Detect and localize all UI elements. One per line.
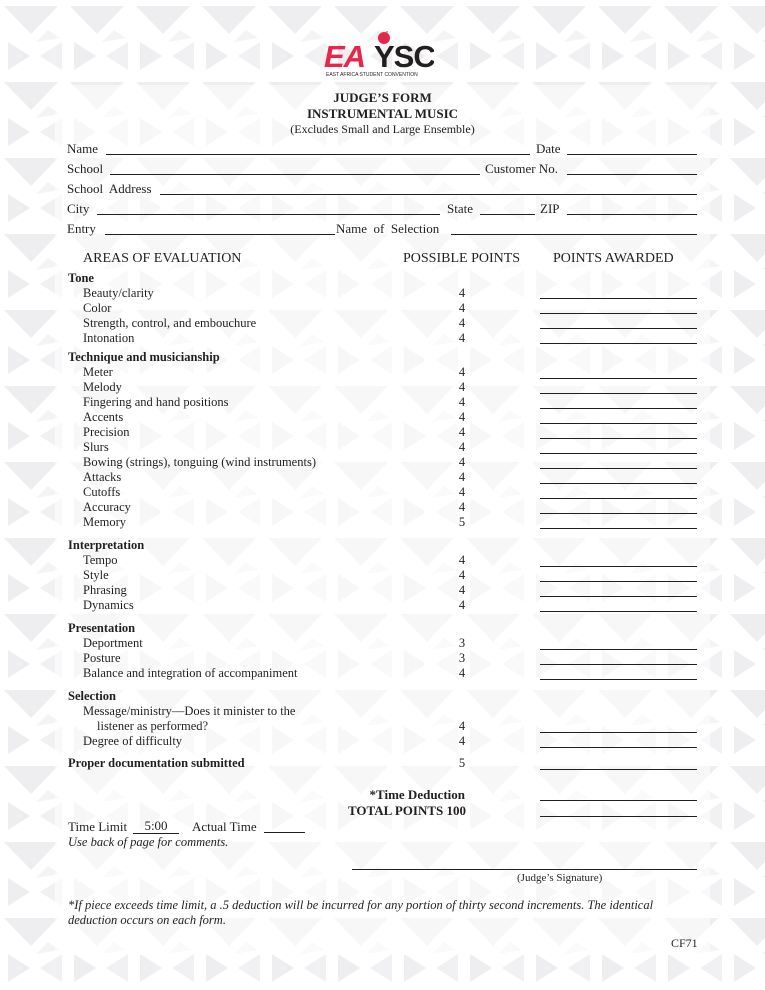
item-points: 4 bbox=[458, 568, 466, 582]
item-points: 4 bbox=[458, 410, 466, 424]
awarded-field[interactable] bbox=[540, 747, 697, 748]
awarded-field[interactable] bbox=[540, 483, 697, 484]
item-points: 4 bbox=[458, 485, 466, 499]
item-label: Style bbox=[83, 568, 109, 582]
item-label: Degree of difficulty bbox=[83, 734, 183, 748]
item-points: 5 bbox=[458, 515, 466, 529]
svg-text:EA: EA bbox=[324, 39, 366, 74]
time-deduction-field[interactable] bbox=[540, 800, 697, 801]
awarded-field[interactable] bbox=[540, 732, 697, 733]
item-label: Meter bbox=[83, 365, 113, 379]
item-points: 4 bbox=[458, 365, 466, 379]
name-field[interactable] bbox=[106, 154, 530, 155]
comments-note: Use back of page for comments. bbox=[68, 835, 229, 849]
awarded-field[interactable] bbox=[540, 453, 697, 454]
name-of-selection-label: Name of Selection bbox=[336, 221, 440, 236]
section-selection: Selection bbox=[68, 689, 116, 703]
item-label: Attacks bbox=[83, 470, 122, 484]
item-label: Tempo bbox=[83, 553, 118, 567]
awarded-field[interactable] bbox=[540, 528, 697, 529]
item-points: 4 bbox=[458, 425, 466, 439]
item-points: 4 bbox=[458, 301, 466, 315]
item-label: Slurs bbox=[83, 440, 109, 454]
section-tone: Tone bbox=[68, 271, 94, 285]
item-points: 4 bbox=[458, 553, 466, 567]
awarded-field[interactable] bbox=[540, 566, 697, 567]
possible-points-header: POSSIBLE POINTS bbox=[403, 251, 521, 266]
awarded-field[interactable] bbox=[540, 679, 697, 680]
item-label: Fingering and hand positions bbox=[83, 395, 229, 409]
total-points-label: TOTAL POINTS 100 bbox=[348, 803, 466, 818]
zip-field[interactable] bbox=[567, 214, 697, 215]
awarded-field[interactable] bbox=[540, 611, 697, 612]
item-label: Dynamics bbox=[83, 598, 134, 612]
awarded-field[interactable] bbox=[540, 664, 697, 665]
item-points: 4 bbox=[458, 500, 466, 514]
item-points: 4 bbox=[458, 316, 466, 330]
item-label: Bowing (strings), tonguing (wind instruments) bbox=[83, 455, 316, 469]
section-interpretation: Interpretation bbox=[68, 538, 145, 552]
item-label: Cutoffs bbox=[83, 485, 121, 499]
svg-text:YSC: YSC bbox=[374, 39, 434, 74]
time-limit-label: Time Limit bbox=[68, 819, 128, 834]
awarded-field[interactable] bbox=[540, 408, 697, 409]
item-label-continued: listener as performed? bbox=[97, 719, 209, 733]
svg-text:EAST AFRICA STUDENT CONVENTION: EAST AFRICA STUDENT CONVENTION bbox=[326, 72, 418, 78]
time-limit-value: 5:00 bbox=[133, 819, 179, 834]
item-label: Color bbox=[83, 301, 112, 315]
entry-label: Entry bbox=[67, 221, 96, 236]
item-points: 4 bbox=[458, 455, 466, 469]
item-label: Precision bbox=[83, 425, 130, 439]
awarded-field[interactable] bbox=[540, 649, 697, 650]
form-code: CF71 bbox=[671, 936, 698, 950]
logo-graphic bbox=[322, 30, 434, 78]
date-field[interactable] bbox=[567, 154, 697, 155]
svg-text:*: * bbox=[386, 31, 388, 37]
form-subtitle: INSTRUMENTAL MUSIC bbox=[306, 106, 459, 121]
awarded-field[interactable] bbox=[540, 393, 697, 394]
item-points: 4 bbox=[458, 583, 466, 597]
date-label: Date bbox=[536, 141, 561, 156]
form-title: JUDGE’S FORM bbox=[333, 90, 432, 105]
item-points: 4 bbox=[458, 470, 466, 484]
actual-time-field[interactable] bbox=[264, 832, 305, 833]
school-address-label: School Address bbox=[67, 181, 152, 196]
awarded-field[interactable] bbox=[540, 298, 697, 299]
item-label: Posture bbox=[83, 651, 121, 665]
time-limit-footnote: *If piece exceeds time limit, a .5 deduction will be incurred for any portion of thirty second increments. The identical deduction occurs on each form. bbox=[68, 898, 654, 927]
item-label: Intonation bbox=[83, 331, 135, 345]
customer-no-field[interactable] bbox=[567, 174, 697, 175]
item-points: 3 bbox=[458, 651, 466, 665]
eaysc-logo bbox=[322, 30, 434, 78]
awarded-field[interactable] bbox=[540, 581, 697, 582]
documentation-awarded-field[interactable] bbox=[540, 769, 697, 770]
points-awarded-header: POINTS AWARDED bbox=[553, 251, 674, 266]
documentation-points: 5 bbox=[458, 756, 466, 770]
form-note: (Excludes Small and Large Ensemble) bbox=[290, 122, 475, 136]
state-field[interactable] bbox=[480, 214, 535, 215]
awarded-field[interactable] bbox=[540, 313, 697, 314]
item-points: 4 bbox=[458, 380, 466, 394]
item-label: Balance and integration of accompaniment bbox=[83, 666, 298, 680]
item-points: 3 bbox=[458, 636, 466, 650]
awarded-field[interactable] bbox=[540, 468, 697, 469]
item-points: 4 bbox=[458, 598, 466, 612]
awarded-field[interactable] bbox=[540, 438, 697, 439]
judge-signature-field[interactable] bbox=[352, 869, 697, 870]
awarded-field[interactable] bbox=[540, 498, 697, 499]
actual-time-label: Actual Time bbox=[192, 819, 257, 834]
city-field[interactable] bbox=[97, 214, 440, 215]
item-label: Melody bbox=[83, 380, 122, 394]
item-points: 4 bbox=[458, 719, 466, 733]
item-points: 4 bbox=[458, 734, 466, 748]
item-label: Accents bbox=[83, 410, 124, 424]
zip-label: ZIP bbox=[540, 201, 560, 216]
state-label: State bbox=[447, 201, 473, 216]
name-label: Name bbox=[67, 141, 99, 156]
school-address-field[interactable] bbox=[160, 194, 697, 195]
item-label: Deportment bbox=[83, 636, 143, 650]
item-points: 4 bbox=[458, 286, 466, 300]
city-label: City bbox=[67, 201, 90, 216]
judge-signature-label: (Judge’s Signature) bbox=[517, 872, 603, 884]
item-label: Beauty/clarity bbox=[83, 286, 154, 300]
awarded-field[interactable] bbox=[540, 378, 697, 379]
awarded-field[interactable] bbox=[540, 423, 697, 424]
awarded-field[interactable] bbox=[540, 343, 697, 344]
entry-field[interactable] bbox=[105, 234, 335, 235]
total-points-field[interactable] bbox=[540, 816, 697, 817]
item-label: Accuracy bbox=[83, 500, 131, 514]
section-presentation: Presentation bbox=[68, 621, 136, 635]
customer-no-label: Customer No. bbox=[485, 161, 558, 176]
item-label: Memory bbox=[83, 515, 127, 529]
awarded-field[interactable] bbox=[540, 596, 697, 597]
item-points: 4 bbox=[458, 331, 466, 345]
awarded-field[interactable] bbox=[540, 513, 697, 514]
school-field[interactable] bbox=[110, 174, 480, 175]
section-technique: Technique and musicianship bbox=[68, 350, 220, 364]
time-deduction-label: *Time Deduction bbox=[369, 787, 465, 802]
item-label: Phrasing bbox=[83, 583, 127, 597]
section-documentation: Proper documentation submitted bbox=[68, 756, 245, 770]
name-of-selection-field[interactable] bbox=[451, 234, 697, 235]
item-label: Strength, control, and embouchure bbox=[83, 316, 257, 330]
school-label: School bbox=[67, 161, 104, 176]
item-label: Message/ministry—Does it minister to the bbox=[83, 704, 296, 718]
item-points: 4 bbox=[458, 666, 466, 680]
areas-of-evaluation-header: AREAS OF EVALUATION bbox=[83, 251, 242, 266]
item-points: 4 bbox=[458, 440, 466, 454]
awarded-field[interactable] bbox=[540, 328, 697, 329]
item-points: 4 bbox=[458, 395, 466, 409]
